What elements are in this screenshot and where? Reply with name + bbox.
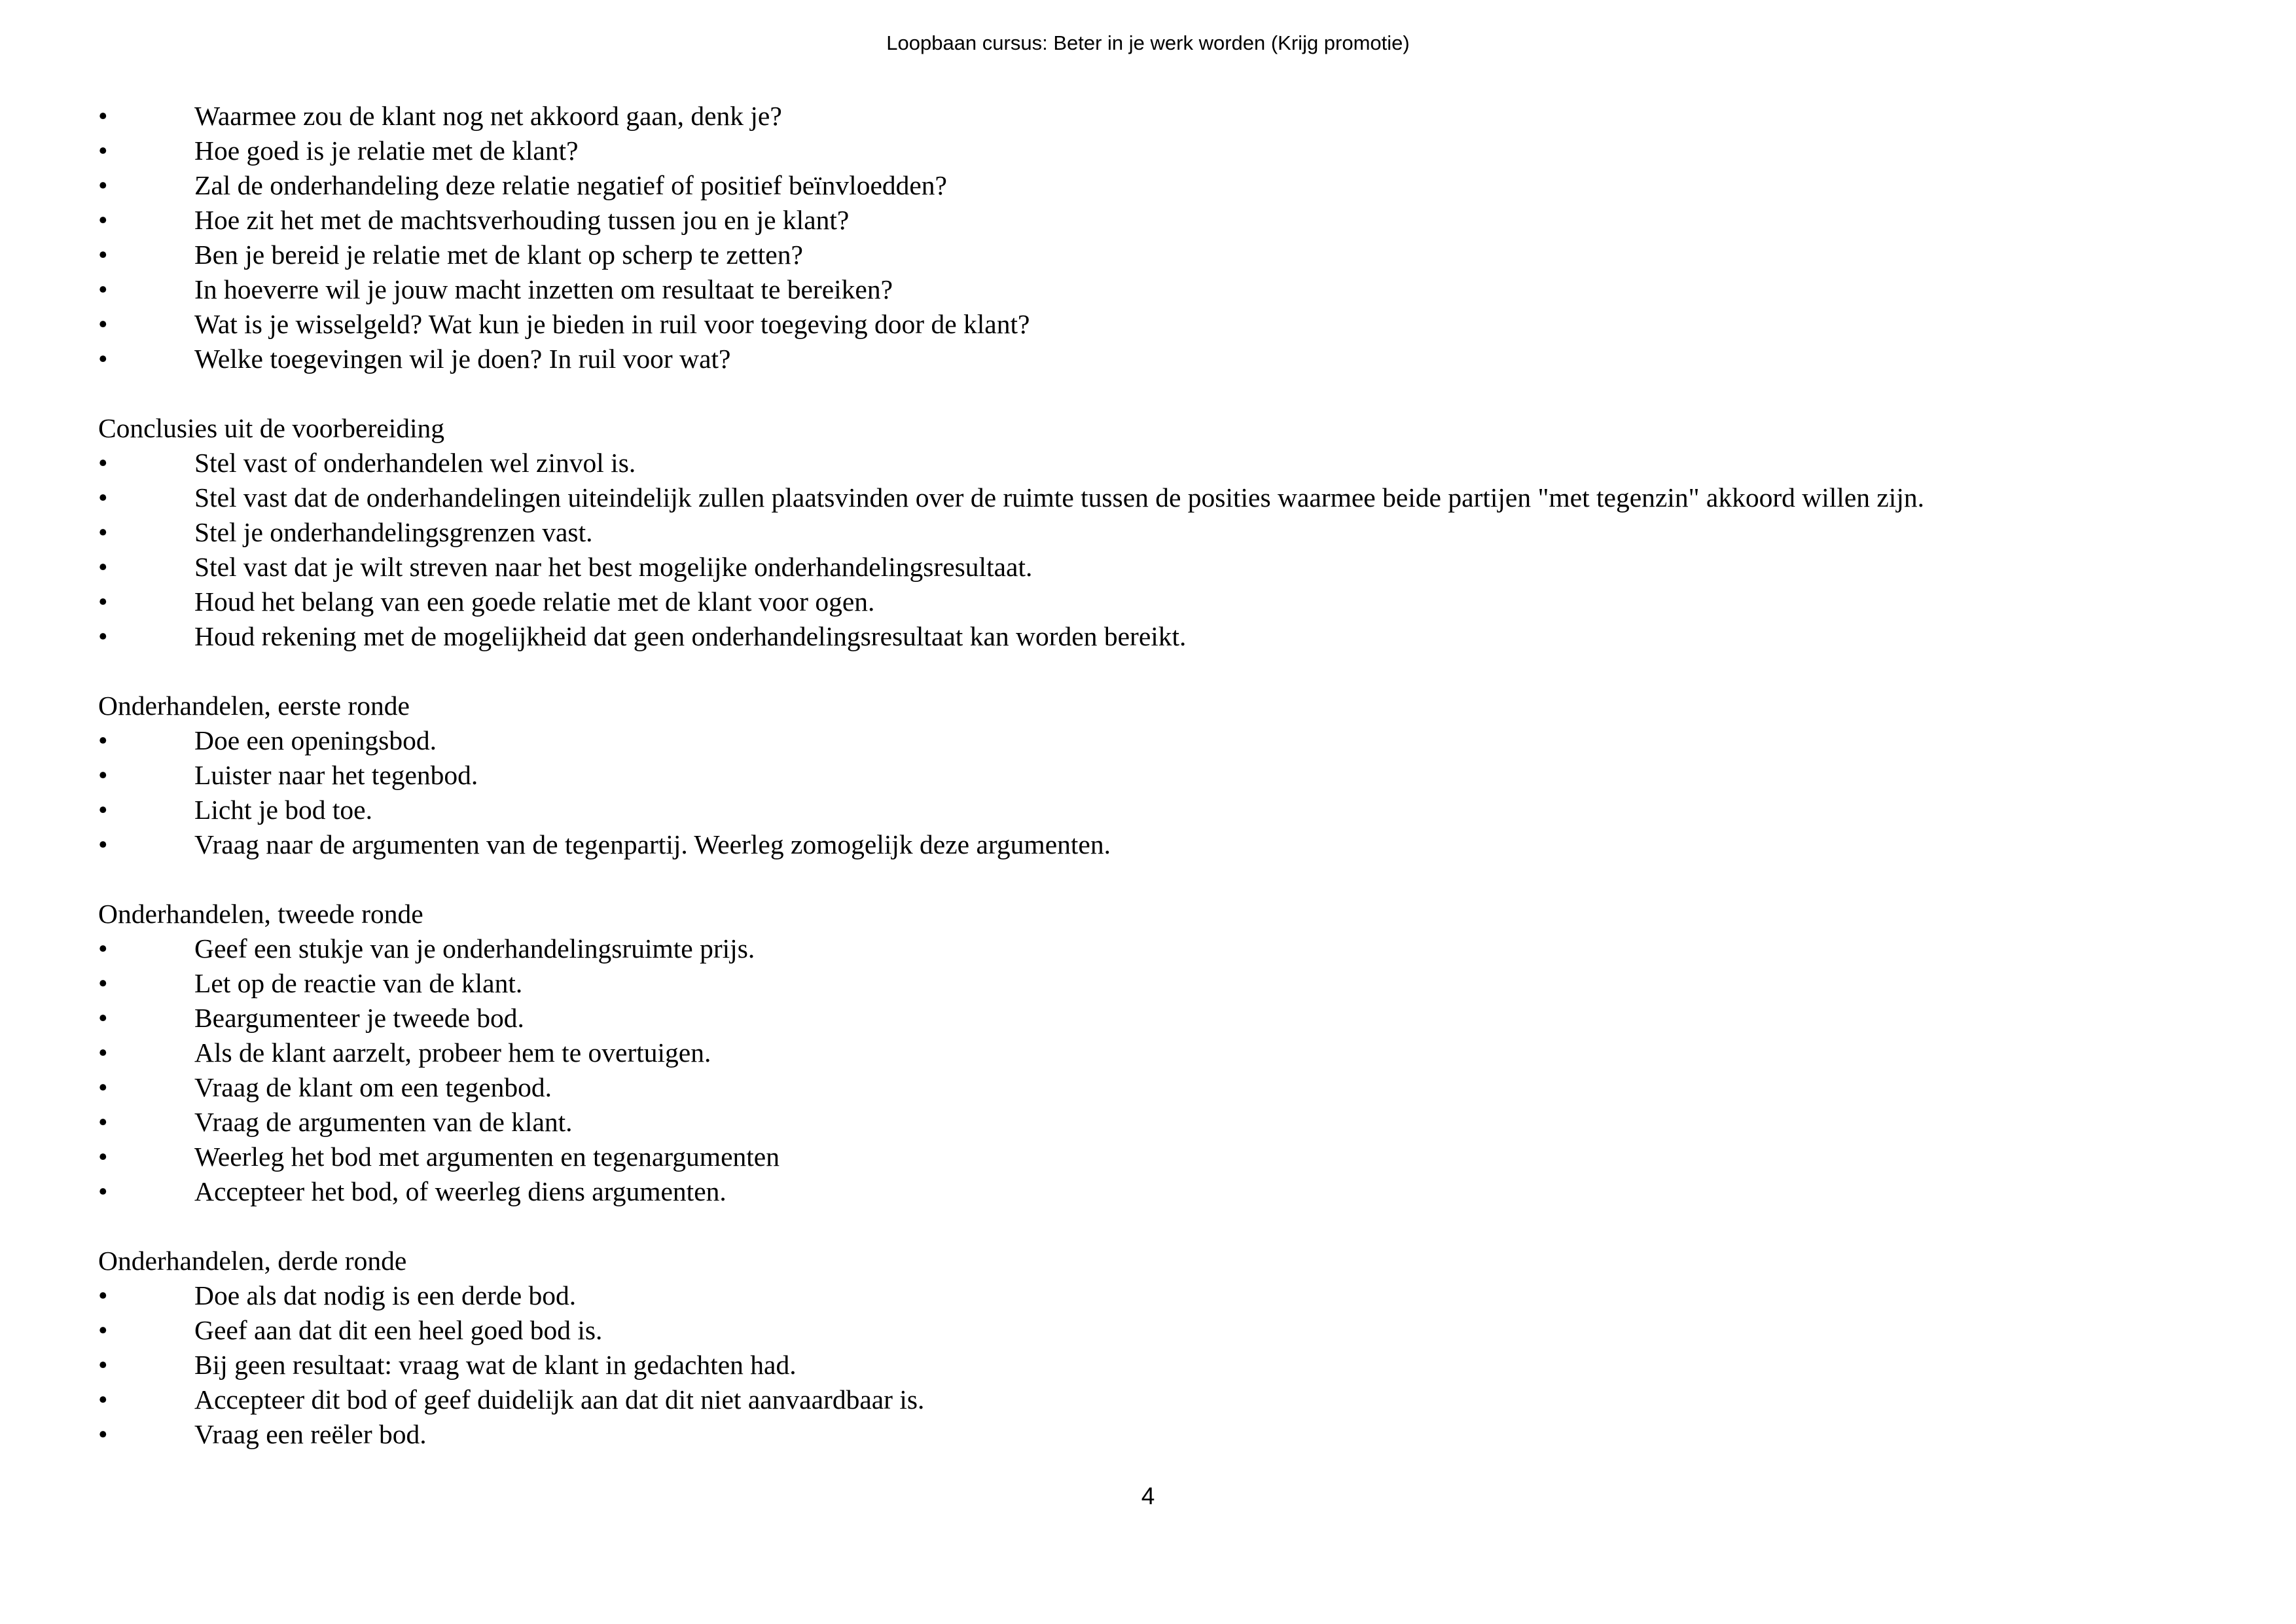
bullet-item-text: Ben je bereid je relatie met de klant op scherp te zetten? <box>194 240 803 270</box>
bullet-item-text: Doe als dat nodig is een derde bod. <box>194 1280 577 1310</box>
bullet-icon: • <box>98 448 108 478</box>
bullet-item <box>98 238 2258 272</box>
bullet-item <box>98 1070 2258 1105</box>
bullet-item <box>98 1313 2258 1348</box>
bullet-icon: • <box>98 968 108 998</box>
bullet-icon: • <box>98 205 108 235</box>
bullet-item-text: Stel vast dat de onderhandelingen uiteindelijk zullen plaatsvinden over de ruimte tussen de posities waarmee beide partijen "met tegenzin" akkoord willen zijn. <box>194 482 1924 513</box>
bullet-item <box>98 307 2258 342</box>
bullet-item-text: Luister naar het tegenbod. <box>194 760 478 790</box>
bullet-icon: • <box>98 1003 108 1033</box>
bullet-item <box>98 827 2258 862</box>
bullet-icon: • <box>98 274 108 304</box>
bullet-item-text: Accepteer dit bod of geef duidelijk aan dat dit niet aanvaardbaar is. <box>194 1384 925 1415</box>
bullet-item-text: Houd het belang van een goede relatie met de klant voor ogen. <box>194 586 875 617</box>
bullet-icon: • <box>98 135 108 166</box>
bullet-icon: • <box>98 725 108 755</box>
bullet-item-text: Geef aan dat dit een heel goed bod is. <box>194 1315 603 1345</box>
bullet-list <box>98 446 2258 654</box>
section-block <box>98 411 2258 654</box>
bullet-item <box>98 966 2258 1001</box>
bullet-item <box>98 1278 2258 1313</box>
bullet-item-text: Stel vast of onderhandelen wel zinvol is. <box>194 448 636 478</box>
bullet-icon: • <box>98 586 108 617</box>
bullet-item <box>98 1036 2258 1070</box>
bullet-item-text: Let op de reactie van de klant. <box>194 968 523 998</box>
bullet-item-text: Doe een openingsbod. <box>194 725 437 755</box>
page-number: 4 <box>1141 1483 1155 1509</box>
section-block <box>98 897 2258 1209</box>
bullet-list <box>98 1278 2258 1452</box>
bullet-icon: • <box>98 933 108 964</box>
bullet-item <box>98 1382 2258 1417</box>
section-block <box>98 1244 2258 1452</box>
bullet-item <box>98 1174 2258 1209</box>
bullet-icon: • <box>98 829 108 859</box>
bullet-item-text: Vraag naar de argumenten van de tegenpartij. Weerleg zomogelijk deze argumenten. <box>194 829 1111 859</box>
bullet-icon: • <box>98 309 108 339</box>
bullet-item <box>98 1001 2258 1036</box>
bullet-item-text: Beargumenteer je tweede bod. <box>194 1003 524 1033</box>
bullet-item-text: In hoeverre wil je jouw macht inzetten om resultaat te bereiken? <box>194 274 893 304</box>
running-header: Loopbaan cursus: Beter in je werk worden (Krijg promotie) <box>886 31 1410 54</box>
bullet-item-text: Bij geen resultaat: vraag wat de klant in gedachten had. <box>194 1350 797 1380</box>
bullet-icon: • <box>98 1280 108 1310</box>
bullet-item <box>98 99 2258 134</box>
bullet-icon: • <box>98 1315 108 1345</box>
bullet-item <box>98 168 2258 203</box>
bullet-item <box>98 550 2258 585</box>
bullet-item <box>98 793 2258 827</box>
page-body <box>98 99 2258 1452</box>
bullet-item-text: Accepteer het bod, of weerleg diens argumenten. <box>194 1176 726 1206</box>
bullet-icon: • <box>98 170 108 200</box>
bullet-item <box>98 758 2258 793</box>
bullet-item-text: Waarmee zou de klant nog net akkoord gaan, denk je? <box>194 101 782 131</box>
bullet-icon: • <box>98 482 108 513</box>
bullet-item <box>98 585 2258 619</box>
bullet-item <box>98 134 2258 168</box>
bullet-item <box>98 446 2258 480</box>
section-block <box>98 689 2258 862</box>
bullet-item-text: Vraag de klant om een tegenbod. <box>194 1072 552 1102</box>
bullet-icon: • <box>98 517 108 547</box>
bullet-icon: • <box>98 621 108 651</box>
bullet-icon: • <box>98 760 108 790</box>
bullet-item-text: Hoe goed is je relatie met de klant? <box>194 135 579 166</box>
bullet-item <box>98 515 2258 550</box>
bullet-icon: • <box>98 1176 108 1206</box>
bullet-item-text: Weerleg het bod met argumenten en tegenargumenten <box>194 1142 780 1172</box>
bullet-item-text: Als de klant aarzelt, probeer hem te overtuigen. <box>194 1038 711 1068</box>
bullet-item-text: Zal de onderhandeling deze relatie negatief of positief beïnvloedden? <box>194 170 947 200</box>
section-heading: Onderhandelen, derde ronde <box>98 1246 407 1276</box>
bullet-icon: • <box>98 552 108 582</box>
bullet-item <box>98 1105 2258 1140</box>
bullet-icon: • <box>98 795 108 825</box>
bullet-icon: • <box>98 1350 108 1380</box>
bullet-item-text: Stel je onderhandelingsgrenzen vast. <box>194 517 593 547</box>
bullet-item-text: Hoe zit het met de machtsverhouding tussen jou en je klant? <box>194 205 850 235</box>
section-heading: Conclusies uit de voorbereiding <box>98 413 445 443</box>
bullet-item-text: Houd rekening met de mogelijkheid dat geen onderhandelingsresultaat kan worden bereikt. <box>194 621 1187 651</box>
bullet-item <box>98 272 2258 307</box>
bullet-icon: • <box>98 1107 108 1137</box>
bullet-icon: • <box>98 1384 108 1415</box>
bullet-item <box>98 480 2258 515</box>
bullet-icon: • <box>98 1142 108 1172</box>
bullet-item <box>98 1348 2258 1382</box>
bullet-icon: • <box>98 1419 108 1449</box>
bullet-item <box>98 203 2258 238</box>
bullet-item <box>98 931 2258 966</box>
bullet-list <box>98 931 2258 1209</box>
bullet-icon: • <box>98 1038 108 1068</box>
section-heading: Onderhandelen, tweede ronde <box>98 899 423 929</box>
bullet-icon: • <box>98 1072 108 1102</box>
section-heading: Onderhandelen, eerste ronde <box>98 691 410 721</box>
bullet-item-text: Licht je bod toe. <box>194 795 372 825</box>
bullet-item-text: Geef een stukje van je onderhandelingsruimte prijs. <box>194 933 755 964</box>
bullet-icon: • <box>98 344 108 374</box>
bullet-icon: • <box>98 240 108 270</box>
bullet-list <box>98 723 2258 862</box>
bullet-list <box>98 99 2258 376</box>
bullet-item <box>98 1417 2258 1452</box>
bullet-item <box>98 723 2258 758</box>
bullet-item <box>98 342 2258 376</box>
bullet-item <box>98 619 2258 654</box>
bullet-item-text: Welke toegevingen wil je doen? In ruil voor wat? <box>194 344 731 374</box>
bullet-item-text: Vraag de argumenten van de klant. <box>194 1107 573 1137</box>
section-block <box>98 99 2258 376</box>
bullet-item-text: Vraag een reëler bod. <box>194 1419 427 1449</box>
bullet-item-text: Wat is je wisselgeld? Wat kun je bieden in ruil voor toegeving door de klant? <box>194 309 1030 339</box>
bullet-item <box>98 1140 2258 1174</box>
bullet-icon: • <box>98 101 108 131</box>
bullet-item-text: Stel vast dat je wilt streven naar het best mogelijke onderhandelingsresultaat. <box>194 552 1033 582</box>
